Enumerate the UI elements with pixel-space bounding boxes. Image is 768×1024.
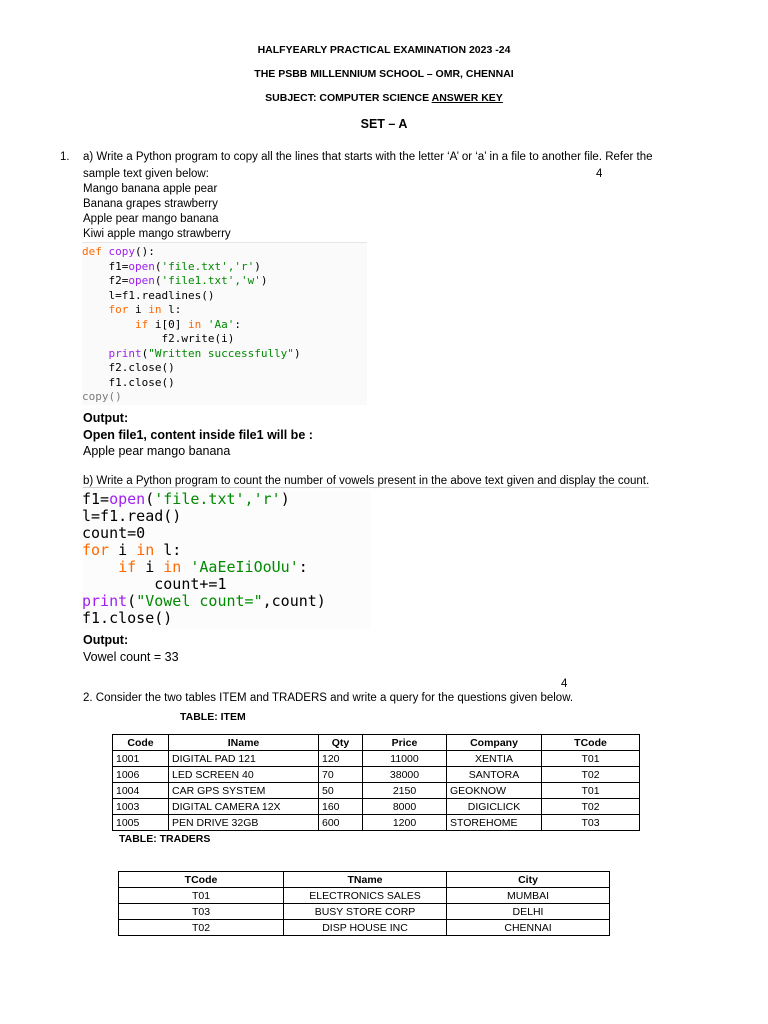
column-header: City: [447, 872, 610, 888]
table-cell: GEOKNOW: [447, 783, 542, 799]
table-row: [119, 904, 610, 920]
table-item-title: TABLE: ITEM: [180, 711, 246, 723]
subject-prefix: SUBJECT: COMPUTER SCIENCE: [265, 92, 432, 104]
table-cell: 1004: [113, 783, 169, 799]
table-cell: 8000: [363, 799, 447, 815]
item-table: [112, 734, 640, 831]
code-line: f1.close(): [82, 609, 173, 627]
code-line: for i in l:: [82, 303, 182, 316]
code-line: f1.close(): [82, 375, 175, 389]
code-line: count=0: [82, 524, 146, 542]
code-block-copy: [82, 242, 367, 405]
table-cell: 2150: [363, 783, 447, 799]
table-header-row: [119, 872, 610, 888]
table-cell: SANTORA: [447, 767, 542, 783]
code-line: print("Vowel count=",count): [82, 592, 326, 610]
table-cell: T02: [542, 799, 640, 815]
table-cell: PEN DRIVE 32GB: [169, 815, 319, 831]
code-line: f2.close(): [82, 361, 175, 374]
output-label: Output:: [83, 633, 129, 647]
table-row: [119, 888, 610, 904]
table-cell: 38000: [363, 767, 447, 783]
table-cell: T02: [542, 767, 640, 783]
question-1b-text: b) Write a Python program to count the number of vowels present in the above text given and display the count.: [83, 475, 650, 487]
table-row: [119, 920, 610, 936]
table-cell: T03: [119, 904, 284, 920]
table-row: [113, 799, 640, 815]
output-value: Apple pear mango banana: [83, 444, 231, 458]
table-header-row: [113, 735, 640, 751]
code-line: for i in l:: [82, 541, 182, 559]
question-1-marks: 4: [596, 168, 603, 180]
table-row: [113, 767, 640, 783]
answer-key-label: ANSWER KEY: [431, 92, 503, 104]
subject-line: [0, 92, 768, 104]
question-2-text: 2. Consider the two tables ITEM and TRADERS and write a query for the questions given below.: [83, 692, 574, 704]
table-cell: CHENNAI: [447, 920, 610, 936]
table-cell: STOREHOME: [447, 815, 542, 831]
table-cell: DELHI: [447, 904, 610, 920]
code-line: copy(): [82, 390, 122, 403]
table-cell: 11000: [363, 751, 447, 767]
table-cell: 1003: [113, 799, 169, 815]
code-line: if i in 'AaEeIiOoUu':: [82, 558, 308, 576]
code-line: count+=1: [82, 575, 227, 593]
column-header: TName: [284, 872, 447, 888]
table-cell: DIGITAL CAMERA 12X: [169, 799, 319, 815]
sample-line: Banana grapes strawberry: [83, 198, 218, 210]
table-row: [113, 815, 640, 831]
set-label: SET – A: [360, 117, 408, 131]
table-cell: T01: [119, 888, 284, 904]
code-line: if i[0] in 'Aa':: [82, 317, 241, 331]
table-cell: 160: [319, 799, 363, 815]
table-cell: ELECTRONICS SALES: [284, 888, 447, 904]
column-header: Company: [447, 735, 542, 751]
output-value: Vowel count = 33: [83, 650, 179, 664]
table-cell: MUMBAI: [447, 888, 610, 904]
question-1a-text: a) Write a Python program to copy all the lines that starts with the letter ‘A’ or ‘a’ in a file to another file. Refer the: [83, 151, 653, 163]
table-traders-title: TABLE: TRADERS: [119, 833, 211, 845]
table-cell: T03: [542, 815, 640, 831]
code-line: f1=open('file.txt','r'): [82, 490, 290, 508]
table-cell: 1005: [113, 815, 169, 831]
table-cell: XENTIA: [447, 751, 542, 767]
column-header: Qty: [319, 735, 363, 751]
sample-line: Kiwi apple mango strawberry: [83, 228, 231, 240]
code-line: def copy():: [82, 245, 155, 258]
code-line: f1=open('file.txt','r'): [82, 259, 261, 273]
exam-title: HALFYEARLY PRACTICAL EXAMINATION 2023 -24: [257, 44, 511, 56]
table-cell: LED SCREEN 40: [169, 767, 319, 783]
table-cell: T01: [542, 783, 640, 799]
traders-table: [118, 871, 610, 936]
table-cell: T02: [119, 920, 284, 936]
table-cell: DIGITAL PAD 121: [169, 751, 319, 767]
table-cell: 1006: [113, 767, 169, 783]
column-header: IName: [169, 735, 319, 751]
table-cell: 120: [319, 751, 363, 767]
table-cell: CAR GPS SYSTEM: [169, 783, 319, 799]
column-header: Price: [363, 735, 447, 751]
output-description: Open file1, content inside file1 will be :: [83, 428, 313, 442]
table-cell: BUSY STORE CORP: [284, 904, 447, 920]
sample-line: Apple pear mango banana: [83, 213, 219, 225]
output-label: Output:: [83, 411, 129, 425]
code-line: print("Written successfully"): [82, 346, 301, 360]
sample-line: Mango banana apple pear: [83, 183, 218, 195]
table-row: [113, 783, 640, 799]
table-cell: 70: [319, 767, 363, 783]
table-cell: DISP HOUSE INC: [284, 920, 447, 936]
table-cell: 50: [319, 783, 363, 799]
column-header: TCode: [119, 872, 284, 888]
column-header: Code: [113, 735, 169, 751]
code-block-vowels: [82, 490, 370, 630]
table-cell: DIGICLICK: [447, 799, 542, 815]
school-name: THE PSBB MILLENNIUM SCHOOL – OMR, CHENNAI: [254, 68, 514, 80]
code-line: l=f1.read(): [82, 507, 182, 525]
question-2-marks: 4: [561, 678, 568, 690]
table-cell: T01: [542, 751, 640, 767]
code-line: f2.write(i): [82, 332, 235, 345]
question-1a-text-cont: sample text given below:: [83, 168, 209, 180]
code-line: l=f1.readlines(): [82, 288, 215, 302]
table-cell: 1200: [363, 815, 447, 831]
code-line: f2=open('file1.txt','w'): [82, 274, 268, 287]
table-cell: 600: [319, 815, 363, 831]
column-header: TCode: [542, 735, 640, 751]
question-1-number: 1.: [60, 151, 70, 163]
table-cell: 1001: [113, 751, 169, 767]
table-row: [113, 751, 640, 767]
